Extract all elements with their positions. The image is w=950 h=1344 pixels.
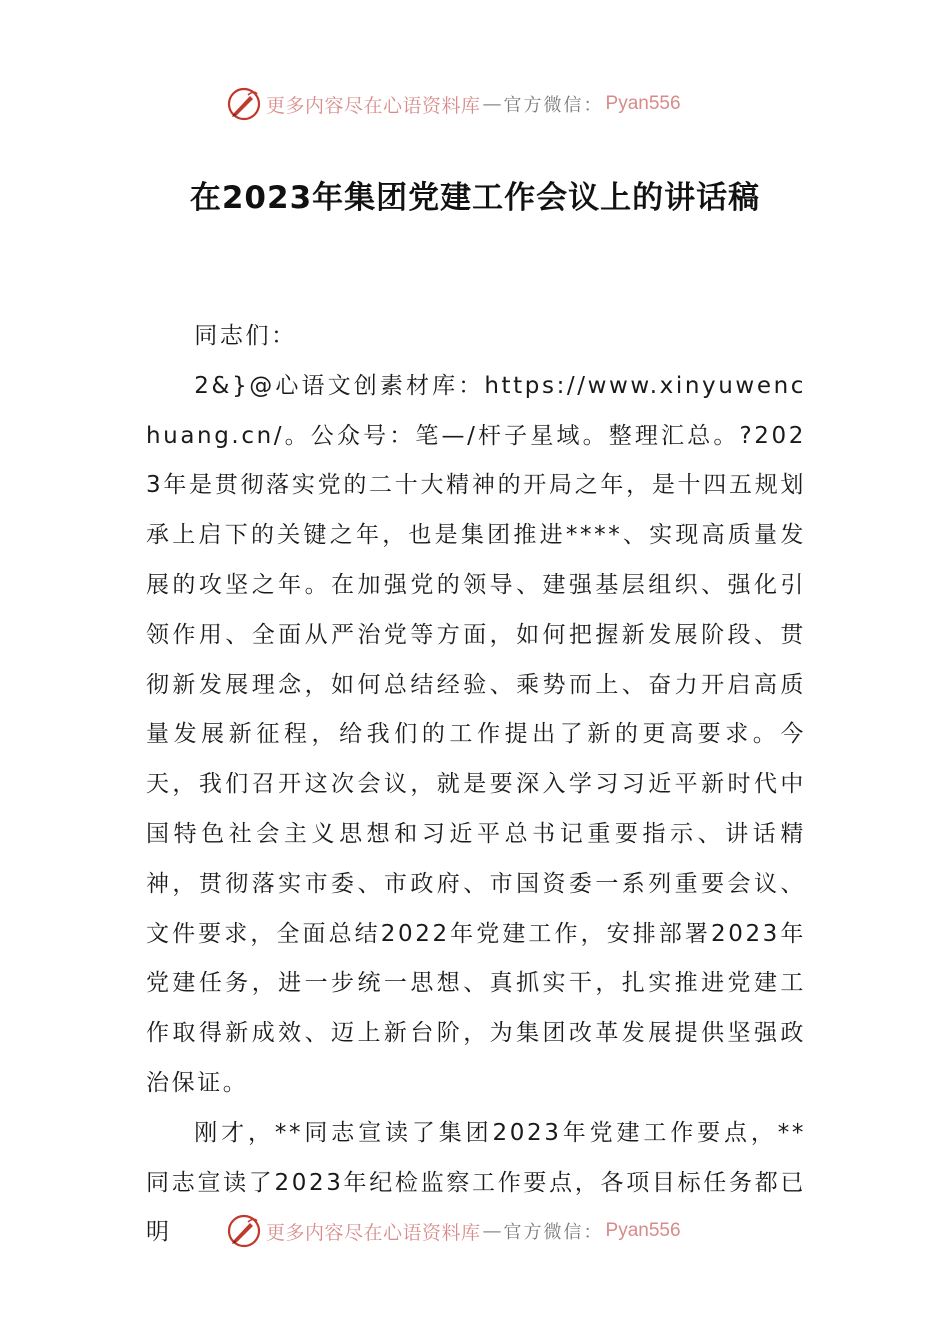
paragraph: 刚才，**同志宣读了集团2023年党建工作要点，**同志宣读了2023年纪检监察工作要点，各项目标任务都已明 bbox=[146, 1119, 806, 1246]
watermark-dash: — bbox=[482, 1220, 502, 1242]
watermark-account: Pyan556 bbox=[605, 93, 681, 114]
paragraph: 2&}@心语文创素材库：https://www.xinyuwenchuang.cn/。公众号：笔—/杆子星域。整理汇总。?2023年是贯彻落实党的二十大精神的开局之年，是十四五规划承上启下的关键之年，也是集团推进****、实现高质量发展的攻坚之年。在加强党的领导、建强基层组织、强化引领作用、全面从严治党等方面，如何把握新发展阶段、贯彻新发展理念，如何总结经验、乘势而上、奋力开启高质量发展新征程，给我们的工作提出了新的更高要求。今天，我们召开这次会议，就是要深入学习习近平新时代中国特色社会主义思想和习近平总书记重要指示、讲话精神，贯彻落实市委、市政府、市国资委一系列重要会议、文件要求，全面总结2022年党建工作，安排部署2023年党建任务，进一步统一思想、真抓实干，扎实推进党建工作取得新成效、迈上新台阶，为集团改革发展提供坚强政治保证。 bbox=[146, 372, 806, 1096]
salutation: 同志们： bbox=[194, 323, 297, 349]
footer-watermark bbox=[226, 1211, 726, 1251]
watermark-suffix: 官方微信： bbox=[503, 95, 604, 116]
document-title: 在2023年集团党建工作会议上的讲话稿 bbox=[189, 180, 761, 216]
document-body bbox=[146, 312, 806, 1258]
watermark-text: 更多内容尽在心语资料库 bbox=[266, 94, 481, 117]
pen-logo-icon bbox=[226, 86, 262, 122]
watermark-text: 更多内容尽在心语资料库 bbox=[266, 1221, 481, 1244]
watermark-account: Pyan556 bbox=[605, 1220, 681, 1241]
pen-logo-icon bbox=[226, 1213, 262, 1249]
watermark-suffix: 官方微信： bbox=[503, 1222, 604, 1243]
watermark-dash: — bbox=[482, 93, 502, 115]
header-watermark bbox=[226, 84, 726, 124]
